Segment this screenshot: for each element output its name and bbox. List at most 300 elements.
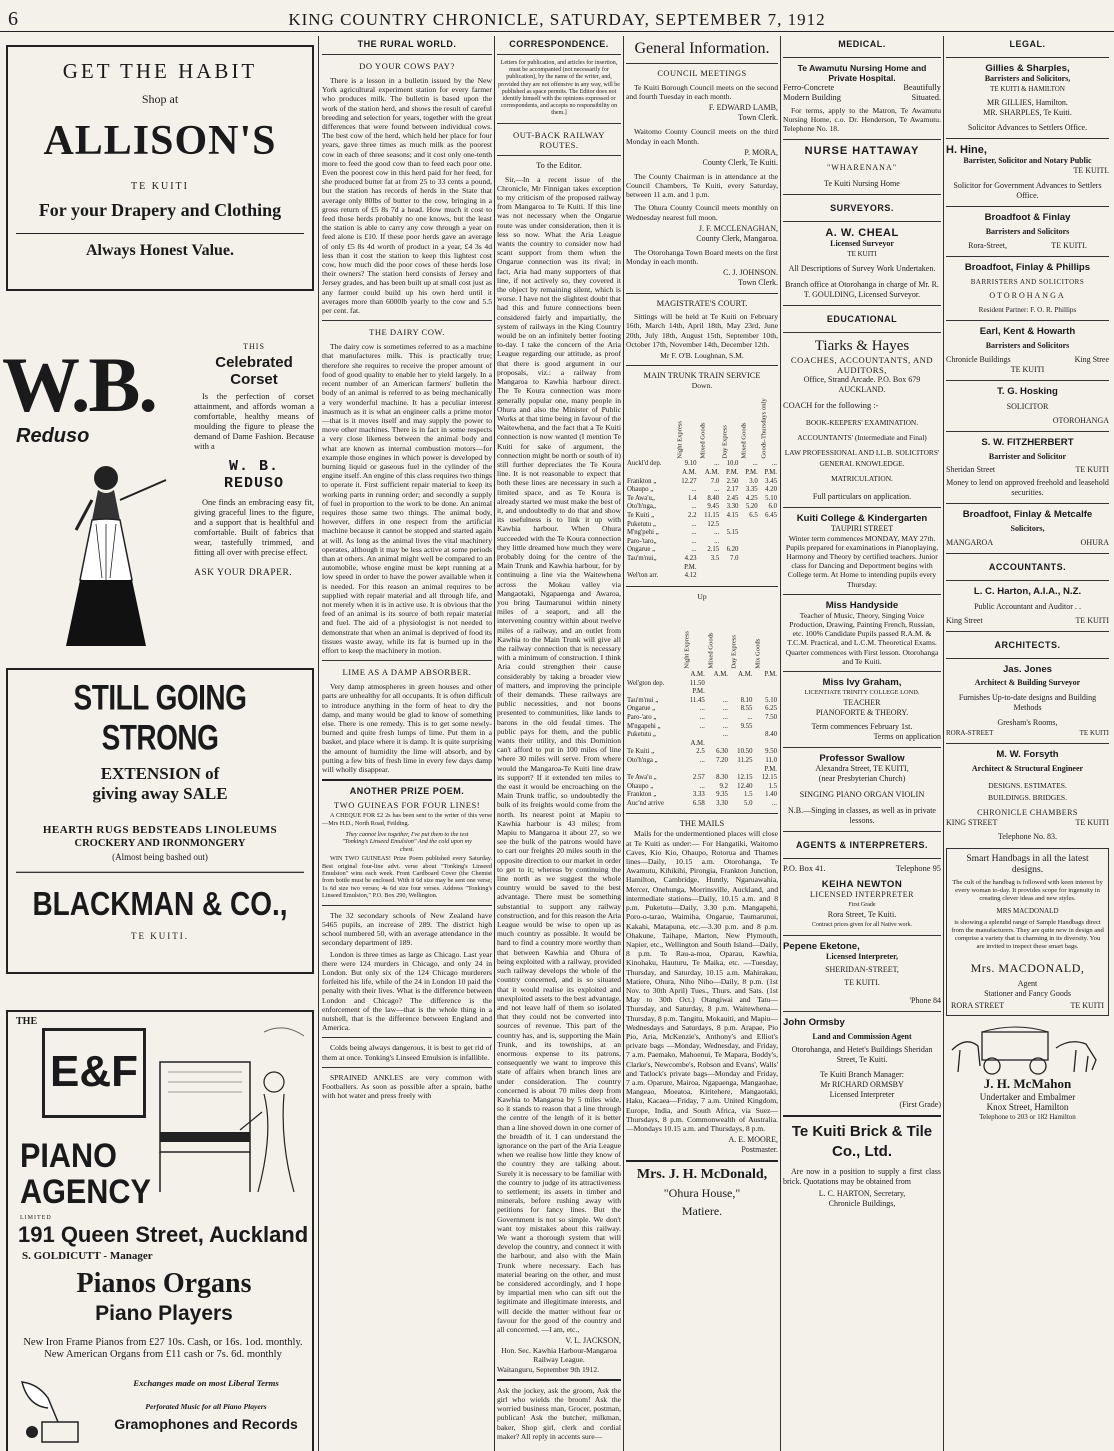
timetable-time: 6.25 [765, 705, 777, 713]
keiha-grade: First Grade [848, 902, 876, 909]
forsyth-tel: Telephone No. 83. [998, 832, 1057, 841]
timetable-time: ... [714, 529, 720, 537]
timetable-column-header [682, 601, 706, 671]
timetable-time: ... [771, 460, 777, 468]
timetable-time: ... [722, 722, 728, 730]
timetable-station: Oto'h'nga„ [627, 503, 656, 511]
broadfoot-town: TE KUITI. [1051, 241, 1087, 250]
hine-town: TE KUITI. [1073, 166, 1109, 175]
ormsby-name: John Ormsby [783, 1017, 845, 1029]
ohura-sig2: County Clerk, Mangaroa. [696, 233, 778, 243]
timetable-row [626, 714, 778, 723]
forsyth-st: KING STREET [946, 818, 998, 827]
timetable-time: 4.25 [745, 494, 758, 502]
ormsby-branch: Te Kuiti Branch Manager: [819, 1070, 905, 1080]
timetable-station: Tau'm'nui„ [627, 554, 657, 562]
column-professional [783, 36, 941, 1451]
timetable-station: Ongarue „ [627, 546, 656, 554]
timetable-station: Puketutu „ [627, 520, 656, 528]
timetable-time: ... [691, 486, 697, 494]
timetable-time: 11.50 [689, 679, 705, 687]
fitz-st: Sheridan Street [946, 465, 996, 474]
timetable-time: ... [722, 705, 728, 713]
wb-this: THIS [243, 342, 265, 351]
timetable-time: 3.30 [716, 799, 728, 807]
educational-heading: EDUCATIONAL [826, 313, 898, 324]
timetable-column-header [675, 390, 698, 460]
timetable-time: A.M. [690, 670, 705, 678]
smart-name: MRS MACDONALD [996, 907, 1059, 915]
handyside-name: Miss Handyside [825, 599, 899, 611]
allisons-habit: GET THE HABIT [62, 59, 258, 83]
otoro-text: The Otorohanga Town Board meets on the first Monday in each month. [626, 247, 778, 267]
coach-heading: COACH for the following :- [783, 400, 879, 410]
column-general-info [626, 36, 778, 1451]
timetable-time [739, 555, 758, 564]
timetable-time: 9.10 [684, 460, 697, 468]
timetable-station: Paro-'taro„ [627, 537, 657, 545]
wb-celebrated: Celebrated Corset [215, 354, 293, 388]
smart-text2: is showing a splendid range of Sample Handbags direct from the manufacturers. They are quite new in design and comprise a variety that is charming in its diversity. You are invited to inspect these smart bags. [951, 919, 1104, 950]
ef-limited: LIMITED [20, 1215, 52, 1221]
graham-name: Miss Ivy Graham, [822, 677, 902, 689]
fitz-name: S. W. FITZHERBERT [981, 437, 1074, 448]
mcmahon-addr: Knox Street, Hamilton [986, 1102, 1069, 1112]
timetable-row [626, 766, 778, 775]
harton-name: L. C. Harton, A.I.A., N.Z. [973, 586, 1082, 597]
timetable-time: ... [752, 460, 758, 468]
timetable-time: 6.58 [692, 799, 705, 807]
timetable-time [753, 680, 778, 689]
cheal-text: All Descriptions of Survey Work Undertaken. [788, 263, 936, 273]
timetable-row [626, 538, 778, 547]
ef-agency: AGENCY [20, 1173, 151, 1211]
waitomo-sig2: County Clerk, Te Kuiti. [702, 157, 778, 167]
hosking-name: T. G. Hosking [997, 386, 1058, 397]
timetable-time: ... [691, 537, 697, 545]
timetable-time: ... [691, 546, 697, 554]
dairy-article: The dairy cow is sometimes referred to as a machine that manufactures milk. This is practically true; therefore she requires to receive the proper amount of food of good quality to enable her to yield largely. In a recent number of an American farmers' bulletin the body of an animal is referred to as being mechanically a very wonderful machine. It has a peculiar interest inasmuch as it is what an engineer calls a prime motor —that is it moves itself and may supply the power to move other machines. There is in fact in some respects a very close likeness between the animal body and what are known as internal combustion motors—for example those engines in which power is developed by burning liquid or gaseous fuel in the cylinder of the engine itself. An engine of this class requires two things to operate it. First sufficient repair material to keep its working parts in running order; and secondly a supply of fuel in proportion to the work to be done. An animal requires those same two things. The animal body, however, differs in one respect from the artificial machine because it cannot be stopped and started again at will. As long as the animal lives the vital machinery operates, although it may be less active at some periods than at others. An animal might well be compared to an automobile, whose engine must be kept running at a low speed in order to have the power available when it is needed. For this reason an animal requires to be supplied with repair material and all through life, and not merely when it is in active use. It is obvious that the feed of an animal is its source of both repair material and fuel. The aid of a physiologist is not needed to demonstrate that when an animal is deprived of food its tissues waste away, while its fat is burned up in the effort to keep the machinery in motion. [322, 342, 492, 655]
timetable-time: 3.0 [749, 477, 758, 485]
timetable-time [720, 564, 739, 573]
timetable-time: 9.55 [740, 722, 753, 730]
mails-text: Mails for the undermentioned places will close at Te Kuiti as under:— For Hangatiki, Waitomo Caves, Kio Kio, Ohaupo, Rotorua and Thames lines—Daily, 10.15 a.m. Otorohanga, Te Awamutu, Kihikihi, Pirongia, Frankton Junction, Hamilton, Cambridge, Huntly, Ngaruawahia, Mercer, Onehunga, Morrinsville, Auckland, and intermediate stations—Daily, 10.15 a.m. and 8 p.m. Puketutu—Daily, 3.30 p.m. Mangapehi, Poro-o-tarao, Waimiha, Ongarue, Taumarunui, Kakahi, Matapuna, etc.—3.30 p.m. and 8 p.m. Ohakune, Taihape, Marton, New Plymouth, Napier, etc., Wellington and South Island—Daily, 8 p.m. Te Rau-a-moa, Oparau, Kawhia, Kinohaku, Hauturu, Te Maika, etc. —Tuesday, Thursday, and Saturday, 10.15 a.m. Mahirakau, Matiere, Ohura, Niho Niho—Daily, 8 p.m. (1st Nov. to 30th April) Tues., Thurs. and Sats. (1st May to 30th Oct.) Otangiwai and Tatu—Thursday, and Saturday, 8 p.m. Waitewhena—Thursday, 8 p.m. Tangitu, Mokauiti, and Mapiu— Wednesdays and Saturdays, 8 p.m. Arapae, Pio Pio, Aria, McKenzie's, Anthony's and Elliot's private bags —Monday, Wednesday, and Friday, 7 a.m. Paemako, Mahoenui, Te Mapara, Boddy's, Clarke's, Newcombe's, Robson and Evans', Walls' and Tatlock's private bags—Monday and Friday, 7 a.m. Oparure, Mairoa, Ngapaenga, Mangaohae, Mangeao, Moeatoa, Kiritehere, Mangaotaki, Haku, Kacaea—Friday, 7 a.m. United Kingdom, Europe, India, and South Africa, via Suez—Thursdays, 8 p.m. Commonwealth of Australia.—Mondays 10.15 a.m. and Thursdays, 8 p.m. [626, 829, 778, 1133]
chairman-text: The County Chairman is in attendance at the Council Chambers, Te Kuiti, every Saturday, between 11 a.m. and 1 p.m. [626, 171, 778, 200]
column-rule [494, 36, 495, 1451]
timetable-time: 5.20 [745, 503, 758, 511]
ohura-house: "Ohura House," [663, 1186, 741, 1201]
gramophone-icon [18, 1378, 98, 1450]
council-heading: COUNCIL MEETINGS [657, 69, 747, 78]
borough-text: Te Kuiti Borough Council meets on the second and fourth Tuesday in each month. [626, 83, 778, 102]
cheal-name: A. W. CHEAL [825, 226, 899, 239]
timetable-time: 2.15 [707, 546, 720, 554]
handbags-ad [946, 848, 1109, 1016]
timetable-station: Te Kuiti „ [627, 748, 655, 756]
hosking-sub: SOLICITOR [1006, 402, 1049, 411]
timetable-row [626, 572, 778, 581]
timetable-time: 1.40 [765, 791, 777, 799]
graham-teacher: TEACHER [843, 698, 881, 708]
ef-piano: PIANO [20, 1137, 117, 1175]
timetable-column-label: Day Express [721, 424, 729, 459]
timetable-corner [626, 601, 682, 671]
wb-brand: W. B. REDUSO [223, 458, 284, 492]
mails-sig1: A. E. MOORE, [728, 1135, 778, 1145]
ormsby-addr: Otorohanga, and Hetet's Buildings Sheridan Street, Te Kuiti. [791, 1045, 933, 1065]
timetable-time [739, 572, 758, 581]
timetable-time [739, 564, 758, 573]
timetable-column-header [720, 390, 739, 460]
timetable-time: 6.0 [768, 503, 777, 511]
timetable-time: P.M. [764, 469, 777, 477]
timetable-time [729, 740, 754, 749]
london-article: London is three times as large as Chicago. Last year there were 124 murders in Chicago, and only 24 in London. But only six of the 124 Chicago murderers forfeited his life, while of the 24 in London 10 paid the penalty with their lives. What is the difference between London and Chicago? The difference is the enforcement of the law—that is the whole thing in a nutshell, that is the difference between England and America. [322, 949, 492, 1033]
nursing-text: For terms, apply to the Matron, Te Awamutu Nursing Home, c.o. Dr. Henderson, Te Awamutu. Telephone No. 18. [783, 106, 941, 134]
general-info-heading: General Information. [634, 40, 770, 57]
timetable-time: 12.5 [707, 520, 720, 528]
cheal-town: TE KUITI [847, 249, 877, 258]
timetable-column-label: Night Express [683, 631, 691, 669]
column-rule [318, 36, 319, 1451]
wb-ask: ASK YOUR DRAPER. [194, 568, 293, 578]
ef-address: 191 Queen Street, Auckland [18, 1222, 309, 1247]
letter-signer: V. L. JACKSON, [565, 1336, 621, 1346]
jones-rooms: Gresham's Rooms, [997, 718, 1058, 727]
timetable-time [720, 572, 739, 581]
timetable-station: Frankton „ [627, 791, 657, 799]
allisons-town: TE KUITI [131, 181, 189, 192]
timetable-row [626, 740, 778, 749]
forsyth-sub: Architect & Structural Engineer [971, 764, 1084, 773]
tiarks-full: Full particulars on application. [812, 491, 912, 501]
timetable-row [626, 469, 778, 478]
timetable-time: 2.2 [688, 512, 697, 520]
allisons-value: Always Honest Value. [16, 233, 304, 260]
timetable-time: 1.5 [743, 791, 753, 799]
correspondence-notice: Letters for publication, and articles for insertion, must be accompanied (not necessarily for publication), by the name of the writer, and, provided they are not offensive in any way, will be published as space permits. The Editor does not identify himself with the opinions expressed or correspondents, and accepts no responsibility on them.] [498, 60, 620, 117]
timetable-row [626, 731, 778, 740]
mcmahon-sub: Undertaker and Embalmer [979, 1092, 1076, 1102]
forsyth-items: DESIGNS. ESTIMATES. BUILDINGS. BRIDGES. [987, 781, 1068, 802]
jones-text: Furnishes Up-to-date designs and Building Methods [958, 693, 1097, 712]
graham-term: Term commences February 1st. [811, 722, 913, 732]
handyside-text: Teacher of Music, Theory, Singing Voice Production, Drawing, Painting French, Russian, etc. 100% Candidate Pupils passed R.A.M. & T.C.M. Practical, and L.C.M. Theoretical Exams. Quarter commences with First lesson. Otorohanga and Te Kuiti. [785, 610, 939, 666]
timetable-time: 5.10 [765, 494, 777, 502]
timetable-row [626, 791, 778, 800]
timetable-time: 7.0 [729, 554, 739, 562]
timetable-row [626, 783, 778, 792]
timetable-station [626, 671, 682, 680]
down-timetable [626, 390, 778, 580]
timetable-time: P.M. [745, 469, 758, 477]
matiere: Matiere. [681, 1204, 723, 1219]
timetable-time [729, 766, 754, 775]
timetable-time [759, 538, 778, 547]
timetable-station: Frankton „ [627, 477, 657, 485]
timetable-time: 1.5 [768, 782, 777, 790]
timetable-station: Tau'm'nui „ [627, 696, 659, 704]
swallow-addr: Alexandra Street, TE KUITI, [815, 764, 909, 774]
jones-sub: Architect & Building Surveyor [974, 678, 1081, 687]
harton-st: King Street [946, 616, 983, 625]
ormsby-grade: (First Grade) [899, 1100, 941, 1110]
blackman-items2: CROCKERY AND IRONMONGERY [74, 838, 246, 849]
timetable-row [626, 671, 778, 680]
coach-list [783, 417, 941, 484]
timetable-time: ... [722, 731, 728, 739]
timetable-time: 7.50 [765, 713, 777, 721]
brick-text: Are now in a position to supply a first class brick. Quotations may be obtained from [783, 1167, 941, 1187]
column-rule [943, 36, 944, 1451]
hosking-town: OTOROHANGA [1052, 416, 1109, 425]
bfm-b: OHURA [1080, 538, 1109, 547]
fitz-town: TE KUITI [1075, 465, 1109, 474]
railway-letter: Sir,—In a recent issue of the Chronicle, Mr Finnigan takes exception to my criticism of the proposed railway from Mangaroa to Te Kuiti. If this line was not necessary when the Ongarue route was under consideration, then it is less so now. What the Aria League wants the country to consider now had scant support from them when the Ongarue connection was its rival; in fact, Aria had many supporters of that line, if not actively so, they covered it the object by remaining silent, which is worse. I have not the slightest doubt that had this and future connections been considered fairly and impartially, the system of railways in the King Country would be on an infinitely better footing to-day. I take the concern of the Aria League regarding our attitude, as proof that there is good argument in our proposals, viz.: a railway from Mangaroa to Kawhia harbour direct. The Te Koura connection was more generally popular one, many people in Ohura and also the Minister of Public Works at that time being in favour of the Waitewhena, and the fact that a Te Kuiti connection is now wanted (I mention Te Kuiti for sake of argument, the connection might be north or south of it) still further depreciates the Te Koura line. It is not reasonable to expect that both these lines are necessary in such a limited space, and as Te Koura is already started we must make the best of it, and undoubtedly to do that and show its usefulness is to link it up with Kawhia harbour. When Ohura succeeded with the Te Koura connection they little dreamed how much they were probably doing for the centre of the Main Trunk and Kawhia harbour, for by continuing a line via the Waitewhena across the Mokau valley via Mangaotaki, Ngapaenga and Awaroa, you bring Taumarunui within ninety miles of a seaport, and all the intervening country within about twelve miles of a railway, and an outlet from Kawhia to the Main Trunk will give all the railway connection that is necessary with a minimum of construction. I think Aria could strengthen their cause considerably by taking a broader view of matters, and improving the principle of their demands. These railways are public necessities, and not boons presented to communities, like lands to barons in the old feudal times. The public pays for them, and the public wants their utility, and this Dominion can't afford to put in 100 miles of line where 30 miles will serve. From where would the Mangaroa-Te Kuiti line draw its support? If it extended ten miles to the east it would be encroaching on the Main Trunk traffic, so undoubtedly the bulk of its freights would come from the north. Its nearest point at Mapiu to Kawhia harbour is 43 miles; from Mapiu to Mangaroa it about 27, so we see the bulk of the patrons would have to cart our freights 20 miles south in the opposite direction to our market in order to get to it; whereas by continuing the line north as we suggest the whole country would be saved to the best advantage. There must be something substantial to support any railway construction, and for this reason the Aria League would be wise to open up as much country as possible. It would be hard to find a country more worthy than that between Kawhia and Ohura of being exploited with a railway, provided such railway develops the whole of the country concerned, and is so situated that it would realise its exploited and unexploited assets to the best advantage, and not leave half of them so isolated that they could not be converted into sources of revenue. This part of the country has, and is, supporting the Main Trunk, and its townships, at an enormous expense to its patrons, consequently we want to improve this state of affairs when branch lines are under consideration. The country concerned is about 70 miles deep from Kawhia to Mangaroa by 5 miles wide, so it stands to reason that a line through the centre of the length of it is better than a line shoved down in one corner of the breadth of it. I can understand the ignorance on the part of the Aria League when we realise how little they know of the country they are talking about. Surely it is necessary to be familiar with the country to judge of its attractiveness to settlement; its assets in timber and minerals, before rushing away with petitions for fancy lines. But the Government is not so simple. We don't want toy mistakes about this railway. We want a thorough system that will develop the country, and connect it with the harbour, and also with the Main Trunk where necessary. Each has material bearing on the other, and must be considered accordingly, and I hope by impartial men who can sift out the legitimate and illegitimate interests, and will decide the matter without fear or favour for the good of the country and all concerned. —I am, etc., [497, 174, 621, 1335]
timetable-time [729, 680, 754, 689]
blackman-name: BLACKMAN & CO., [16, 872, 304, 924]
bfp-res: Resident Partner: F. O. R. Phillips [978, 306, 1077, 314]
allisons-shop-at: Shop at [141, 92, 179, 106]
timetable-time [753, 723, 778, 732]
lime-heading: LIME AS A DAMP ABSORBER. [342, 667, 472, 678]
ekh-st: King Stree [1074, 355, 1109, 364]
timetable-row [626, 486, 778, 495]
broadfoot-sub: Barristers and Solicitors [985, 227, 1070, 236]
cheal-sub: Licensed Surveyor [830, 238, 894, 248]
waitomo-text: Waitomo County Council meets on the third Monday in each Month. [626, 127, 778, 146]
ef-manager: S. GOLDICUTT - Manager [22, 1250, 153, 1262]
timetable-time: 5.0 [743, 799, 753, 807]
mcmahon-name: J. H. McMahon [983, 1076, 1072, 1091]
gillies-adv: Solicitor Advances to Settlers Office. [967, 123, 1088, 132]
ef-perforated: Perforated Music for all Piano Players [145, 1402, 267, 1411]
timetable-time: 12.15 [761, 774, 777, 782]
timetable-time: 3.45 [765, 477, 777, 485]
timetable-column-header [753, 601, 778, 671]
timetable-column-label: Mixed Goods [707, 632, 715, 669]
timetable-time: 8.30 [716, 774, 728, 782]
accountants-heading: ACCOUNTANTS. [988, 562, 1067, 572]
timetable-time: ... [714, 537, 720, 545]
timetable-station: Te Awa'u „ [627, 774, 657, 782]
timetable-time [729, 731, 754, 740]
timetable-time: 11.45 [689, 696, 705, 704]
timetable-time [720, 538, 739, 547]
dairy-heading: THE DAIRY COW. [369, 327, 445, 338]
timetable-time [729, 688, 754, 697]
timetable-row [626, 503, 778, 512]
timetable-time: 11.15 [704, 512, 720, 520]
outback-heading: OUT-BACK RAILWAY ROUTES. [513, 129, 605, 150]
nursing-l1a: Ferro-Concrete [783, 83, 835, 92]
brick-name: Te Kuiti Brick & Tile Co., Ltd. [791, 1123, 933, 1161]
train-down: Down. [691, 381, 713, 391]
po41: P.O. Box 41. [783, 864, 826, 874]
timetable-station: Ohaupo „ [627, 782, 654, 790]
timetable-station: Oto'h'nga „ [627, 756, 658, 764]
surveyors-heading: SURVEYORS. [830, 202, 894, 213]
harton-town: TE KUITI [1075, 616, 1109, 625]
timetable-time: P.M. [684, 563, 697, 571]
timetable-row [626, 460, 778, 469]
broadfoot-st: Rora-Street, [968, 241, 1008, 250]
timetable-station: Auc'nd arrive [627, 799, 664, 807]
bfp-town: OTOROHANGA [989, 291, 1066, 300]
timetable-column-label: Day Express [730, 635, 738, 669]
timetable-column-label: Mix Goods [754, 639, 762, 669]
timetable-time: 8.40 [707, 494, 720, 502]
gillies-name: Gillies & Sharples, [985, 63, 1070, 74]
ekh-sub: Barristers and Solicitors [985, 341, 1070, 350]
timetable-station: Wel'gton dep. [627, 679, 665, 687]
timetable-station [626, 766, 682, 775]
timetable-time [739, 546, 758, 555]
magistrate-text: Sittings will be held at Te Kuiti on February 16th, March 14th, April 18th, May 23rd, June 20th, July 18th, August 15th, September 10th, October 17th, November 14th, December 12th. [626, 312, 778, 349]
otoro-sig2: Town Clerk. [738, 278, 778, 288]
tiarks-name: Tiarks & Hayes [814, 337, 910, 354]
timetable-row [626, 800, 778, 809]
macdonald-st: RORA STREET [951, 1001, 1005, 1010]
wb-desc2: One finds an embracing easy fit, giving graceful lines to the figure, and a support that is healthful and comfortable. Built of fabrics that wear, tastefully trimmed, and fitting all over with precise effect. [194, 498, 314, 557]
ef-exchanges: Exchanges made on most Liberal Terms [133, 1378, 279, 1388]
newspaper-title: KING COUNTRY CHRONICLE, SATURDAY, SEPTEMBER 7, 1912 [288, 10, 826, 29]
pepene-st: SHERIDAN-STREET, [825, 965, 899, 975]
timetable-time: A.M. [690, 739, 705, 747]
timetable-time: 2.50 [726, 477, 739, 485]
timetable-time: ... [747, 713, 753, 721]
timetable-time: ... [699, 722, 705, 730]
timetable-time: 7.20 [716, 756, 728, 764]
macdonald-name: Mrs. MACDONALD, [970, 961, 1085, 975]
letter-signer-title: Hon. Sec. Kawhia Harbour-Mangaroa Railway League. [501, 1346, 617, 1365]
ormsby-mgr: Mr RICHARD ORMSBY [820, 1080, 904, 1090]
masthead [0, 6, 1114, 32]
timetable-time: 2.45 [726, 494, 739, 502]
timetable-time: 5.15 [726, 529, 739, 537]
colds-article: Colds being always dangerous, it is best to get rid of them at once. Tonking's Linseed Emulsion is infallible. [322, 1043, 492, 1062]
coach-item: ACCOUNTANTS' (Intermediate and Final) [797, 432, 927, 442]
timetable-time: 9.2 [719, 782, 728, 790]
timetable-row [626, 529, 778, 538]
timetable-column-label: Mixed Goods [698, 422, 706, 459]
timetable-time: 10.0 [726, 460, 739, 468]
timetable-column-label: Night Express [675, 420, 683, 459]
timetable-row [626, 546, 778, 555]
ef-players: Piano Players [95, 1302, 233, 1325]
up-timetable [626, 601, 778, 809]
timetable-time [682, 766, 706, 775]
timetable-time: ... [699, 713, 705, 721]
nursing-l1b: Beautifully [903, 83, 941, 92]
college-name: Kuiti College & Kindergarten [796, 512, 928, 524]
timetable-time [720, 521, 739, 530]
mcmahon-tel: Telephone to 203 or 182 Hamilton [979, 1113, 1076, 1121]
forsyth-town: TE KUITI [1075, 818, 1109, 827]
timetable-row [626, 478, 778, 487]
ef-piano-ad [6, 1010, 314, 1451]
timetable-time: 3.5 [710, 554, 720, 562]
timetable-time: 4.12 [684, 572, 697, 580]
blackman-bashed: (Almost being bashed out) [112, 852, 208, 862]
timetable-time: P.M. [692, 688, 705, 696]
timetable-time: 12.27 [681, 477, 697, 485]
coach-item: LAW PROFESSIONAL AND LL.B. SOLICITORS' GENERAL KNOWLEDGE. [784, 447, 940, 468]
architects-heading: ARCHITECTS. [994, 640, 1061, 650]
timetable-time: 8.55 [740, 705, 753, 713]
broadfoot-name: Broadfoot & Finlay [984, 212, 1071, 223]
timetable-time [759, 555, 778, 564]
ef-piano-agency [20, 1138, 151, 1210]
jingle: Ask the jockey, ask the groom, Ask the girl who wields the broom! Ask the worried business man, Grocer, postman, publican! Ask the butcher, milkman, baker, Shop girl, clerk and cordial maker? All reply in accents sure— [497, 1385, 621, 1441]
timetable-time: 11.25 [737, 756, 753, 764]
timetable-column-header [729, 601, 754, 671]
poem-heading: ANOTHER PRIZE POEM. [349, 786, 465, 797]
lime-article: Very damp atmospheres in green houses and other parts are unhealthy for all occupants. It is often difficult to introduce anything in the form of heat to dry the damp, and many would be glad to know of something else. There is one remedy. This is to get some newly-burned and quite fresh lumps of lime. Put them in a basket, and place where it is damp. It is quite surprising the amount of humidity the lime will absorb, and by putting a few bits of fresh lime in every few days damp will wholly disappear. [322, 682, 492, 775]
smart-text: The cult of the handbag is followed with keen interest by every woman to-day. It provides scope for ingenuity in creating clever ideas and new styles. [952, 879, 1103, 902]
timetable-column-header [739, 390, 758, 460]
ormsby-lic: Licensed Interpreter [829, 1090, 895, 1100]
timetable-row [626, 512, 778, 521]
timetable-time [759, 546, 778, 555]
tiarks-addr: Office, Strand Arcade. P.O. Box 679 [803, 374, 921, 384]
timetable-time [739, 538, 758, 547]
timetable-station: Ohaupo „ [627, 486, 654, 494]
ekh-name: Earl, Kent & Howarth [979, 326, 1076, 337]
timetable-time: 8.10 [740, 696, 753, 704]
swallow-nb: N.B.—Singing in classes, as well as in private lessons. [788, 806, 936, 826]
swallow-sub: SINGING PIANO ORGAN VIOLIN [799, 790, 925, 800]
timetable-row [626, 748, 778, 757]
timetable-time: 6.20 [726, 546, 739, 554]
timetable-station [626, 564, 675, 573]
magistrate-sig: Mr F. O'B. Loughnan, S.M. [660, 351, 744, 361]
timetable-time: ... [691, 529, 697, 537]
timetable-time: 9.35 [716, 791, 728, 799]
timetable-station: Wel'ton arr. [627, 572, 659, 580]
timetable-station: Paro-'aro „ [627, 713, 657, 721]
pepene-town: TE KUITI. [844, 978, 880, 988]
timetable-row [626, 774, 778, 783]
timetable-station [626, 469, 675, 478]
poem-offer: WIN TWO GUINEAS! Prize Poem published every Saturday. Best original four-line advt. verse about "Tonking's Linseed Emulsion" wins each week. Front Cardboard Cover (the Chemist from bottle must be enclosed. With it 6d size may be sent one verse; 1s 6d size two verses; 4s 6d size four verses. Address "Tonking's Linseed Emulsion," P.O. Box 290, Wellington. [322, 855, 492, 900]
timetable-time: 7.0 [710, 477, 720, 485]
ohura-text: The Ohura County Council meets monthly on Wednesday nearest full moon. [626, 203, 778, 222]
timetable-row [626, 697, 778, 706]
borough-sig2: Town Clerk. [738, 113, 778, 123]
column-correspondence [497, 36, 621, 1451]
timetable-time: A.M. [682, 469, 697, 477]
timetable-row [626, 688, 778, 697]
blackman-ext1: EXTENSION of [100, 764, 220, 783]
timetable-time [759, 521, 778, 530]
timetable-column-header [706, 601, 729, 671]
timetable-time: 12.40 [737, 782, 753, 790]
swallow-near: (near Presbyterian Church) [818, 774, 906, 784]
tiarks-city: AUCKLAND. [838, 384, 886, 394]
timetable-row [626, 564, 778, 573]
ef-gramophones: Gramophones and Records [114, 1416, 298, 1432]
timetable-time: 11.0 [765, 756, 777, 764]
timetable-time: ... [771, 799, 777, 807]
macdonald-agent: Agent [1017, 979, 1038, 988]
page-number: 6 [8, 8, 18, 30]
ef-pianos-organs: Pianos Organs [76, 1268, 252, 1299]
timetable-station: M'ng'pehi „ [627, 529, 659, 537]
coach-item: MATRICULATION. [831, 473, 893, 483]
wb-reduso-ad [2, 340, 314, 650]
ormsby-sub: Land and Commission Agent [812, 1032, 912, 1042]
